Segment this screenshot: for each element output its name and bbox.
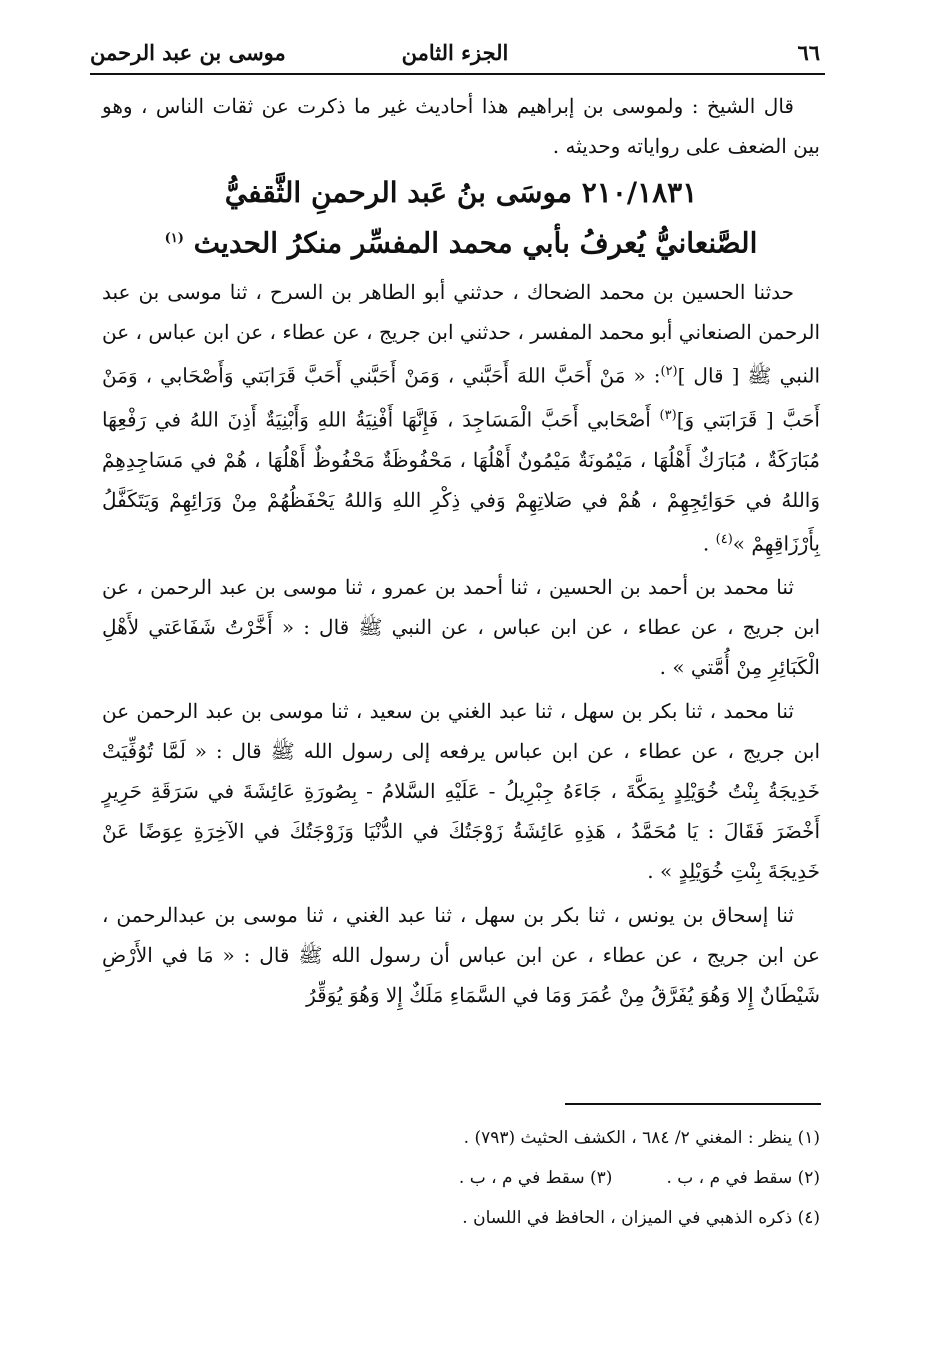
footnote-1: (١) ينظر : المغني ٢/ ٦٨٤ ، الكشف الحثيث (٧٩٣) . [463, 1128, 820, 1148]
main-text [102, 86, 820, 1019]
hadith-1-end: . [702, 531, 716, 556]
intro-paragraph: قال الشيخ : ولموسى بن إبراهيم هذا أحاديث غير ما ذكرت عن ثقات الناس ، وهو بين الضعف على رواياته وحديثه . [102, 94, 820, 158]
footnote-2-3: (٢) سقط في م ، ب . (٣) سقط في م ، ب . [458, 1168, 820, 1188]
running-head-name: موسى بن عبد الرحمن [90, 40, 286, 65]
hadith-paragraph-3: ثنا محمد ، ثنا بكر بن سهل ، ثنا عبد الغني بن سعيد ، ثنا موسى بن عبد الرحمن عن ابن جريج ، عن عطاء ، عن ابن عباس يرفعه إلى رسول الله ﷺ قال : « لَمَّا تُوُفِّيَتْ خَدِيجَةُ بِنْتُ خُوَيْلِدٍ بِمَكَّةَ ، جَاءَهُ جِبْرِيلُ - عَلَيْهِ السَّلامُ - بِصُورَةِ عَائِشَةَ في سَرَقَةِ حَرِيرٍ أَخْضَرَ فَقَالَ : يَا مُحَمَّدُ ، هَذِهِ عَائِشَةُ زَوْجَتُكَ في الدُّنْيَا وَزَوْجَتُكَ في الآخِرَةِ عِوَضًا عَنْ خَدِيجَةَ بِنْتِ خُوَيْلِدٍ » . [102, 699, 820, 884]
page-header [90, 36, 820, 72]
header-rule [90, 73, 825, 75]
footnote-rule [565, 1103, 821, 1105]
footnote-ref-2: (٢) [660, 364, 678, 380]
part-title: الجزء الثامن [401, 40, 509, 65]
hadith-paragraph-4: ثنا إسحاق بن يونس ، ثنا بكر بن سهل ، ثنا عبد الغني ، ثنا موسى بن عبدالرحمن ، عن ابن جريج ، عن عطاء ، عن ابن عباس أن رسول الله ﷺ قال : « مَا في الأَرْضِ شَيْطَانٌ إِلا وَهُوَ يُفَرَّقُ مِنْ عُمَرَ وَمَا في السَّمَاءِ مَلَكٌ إِلا وَهُوَ يُوَقِّرُ [102, 903, 820, 1008]
footnote-ref-1: (١) [164, 231, 184, 246]
footnote-ref-3: (٣) [659, 407, 677, 423]
hadith-1-text-a: : « مَنْ أَحَبَّ اللهَ أَحَبَّني ، وَمَنْ أَحَبَّني أَحَبَّ قَرَابَتي وَأَصْحَابي ، وَمَنْ أَحَبَّ [ قَرَابَتي وَ] [102, 363, 820, 432]
hadith-paragraph-1 [102, 272, 820, 563]
hadith-1-text-b: أَصْحَابي أَحَبَّ الْمَسَاجِدَ ، فَإِنَّهَا أَفْنِيَةُ اللهِ وَأَبْنِيَةٌ أَذِنَ اللهُ في رَفْعِهَا مُبَارَكَةٌ ، مُبَارَكٌ أَهْلُهَا ، مَيْمُونَةٌ مَيْمُونٌ أَهْلُهَا ، مَحْفُوظَةٌ مَحْفُوظٌ أَهْلُهَا ، هُمْ في مَسَاجِدِهِمْ وَاللهُ في حَوَائِجِهِمْ ، هُمْ في صَلاتِهِمْ وَفي ذِكْرِ اللهِ وَاللهُ يَحْفَظُهُمْ مِنْ وَرَائِهِمْ وَيَتَكَفَّلُ بِأَرْزَاقِهِمْ » [102, 407, 820, 556]
entry-title [102, 170, 820, 266]
hadith-paragraph-2: ثنا محمد بن أحمد بن الحسين ، ثنا أحمد بن عمرو ، ثنا موسى بن عبد الرحمن ، عن ابن جريج ، عن عطاء ، عن ابن عباس ، عن النبي ﷺ قال : « أَخَّرْتُ شَفَاعَتي لأَهْلِ الْكَبَائِرِ مِنْ أُمَّتي » . [102, 575, 820, 680]
page-number: ٦٦ [797, 40, 820, 65]
hadith-1-chain: حدثنا الحسين بن محمد الضحاك ، حدثني أبو الطاهر بن السرح ، ثنا موسى بن عبد الرحمن الصنعاني أبو محمد المفسر ، حدثني ابن جريج ، عن عطاء ، عن ابن عباس ، عن النبي ﷺ [ قال ] [102, 280, 820, 388]
entry-title-line2 [102, 216, 820, 266]
footnotes [150, 1118, 820, 1238]
footnote-ref-4: (٤) [715, 531, 733, 547]
entry-title-line1: ٢١٠/١٨٣١ موسَى بنُ عَبد الرحمنِ الثَّقفيُّ [224, 176, 698, 209]
entry-title-line2-text: الصَّنعانيُّ يُعرفُ بأبي محمد المفسِّر منكرُ الحديث [193, 226, 758, 260]
footnote-4: (٤) ذكره الذهبي في الميزان ، الحافظ في اللسان . [462, 1208, 820, 1228]
